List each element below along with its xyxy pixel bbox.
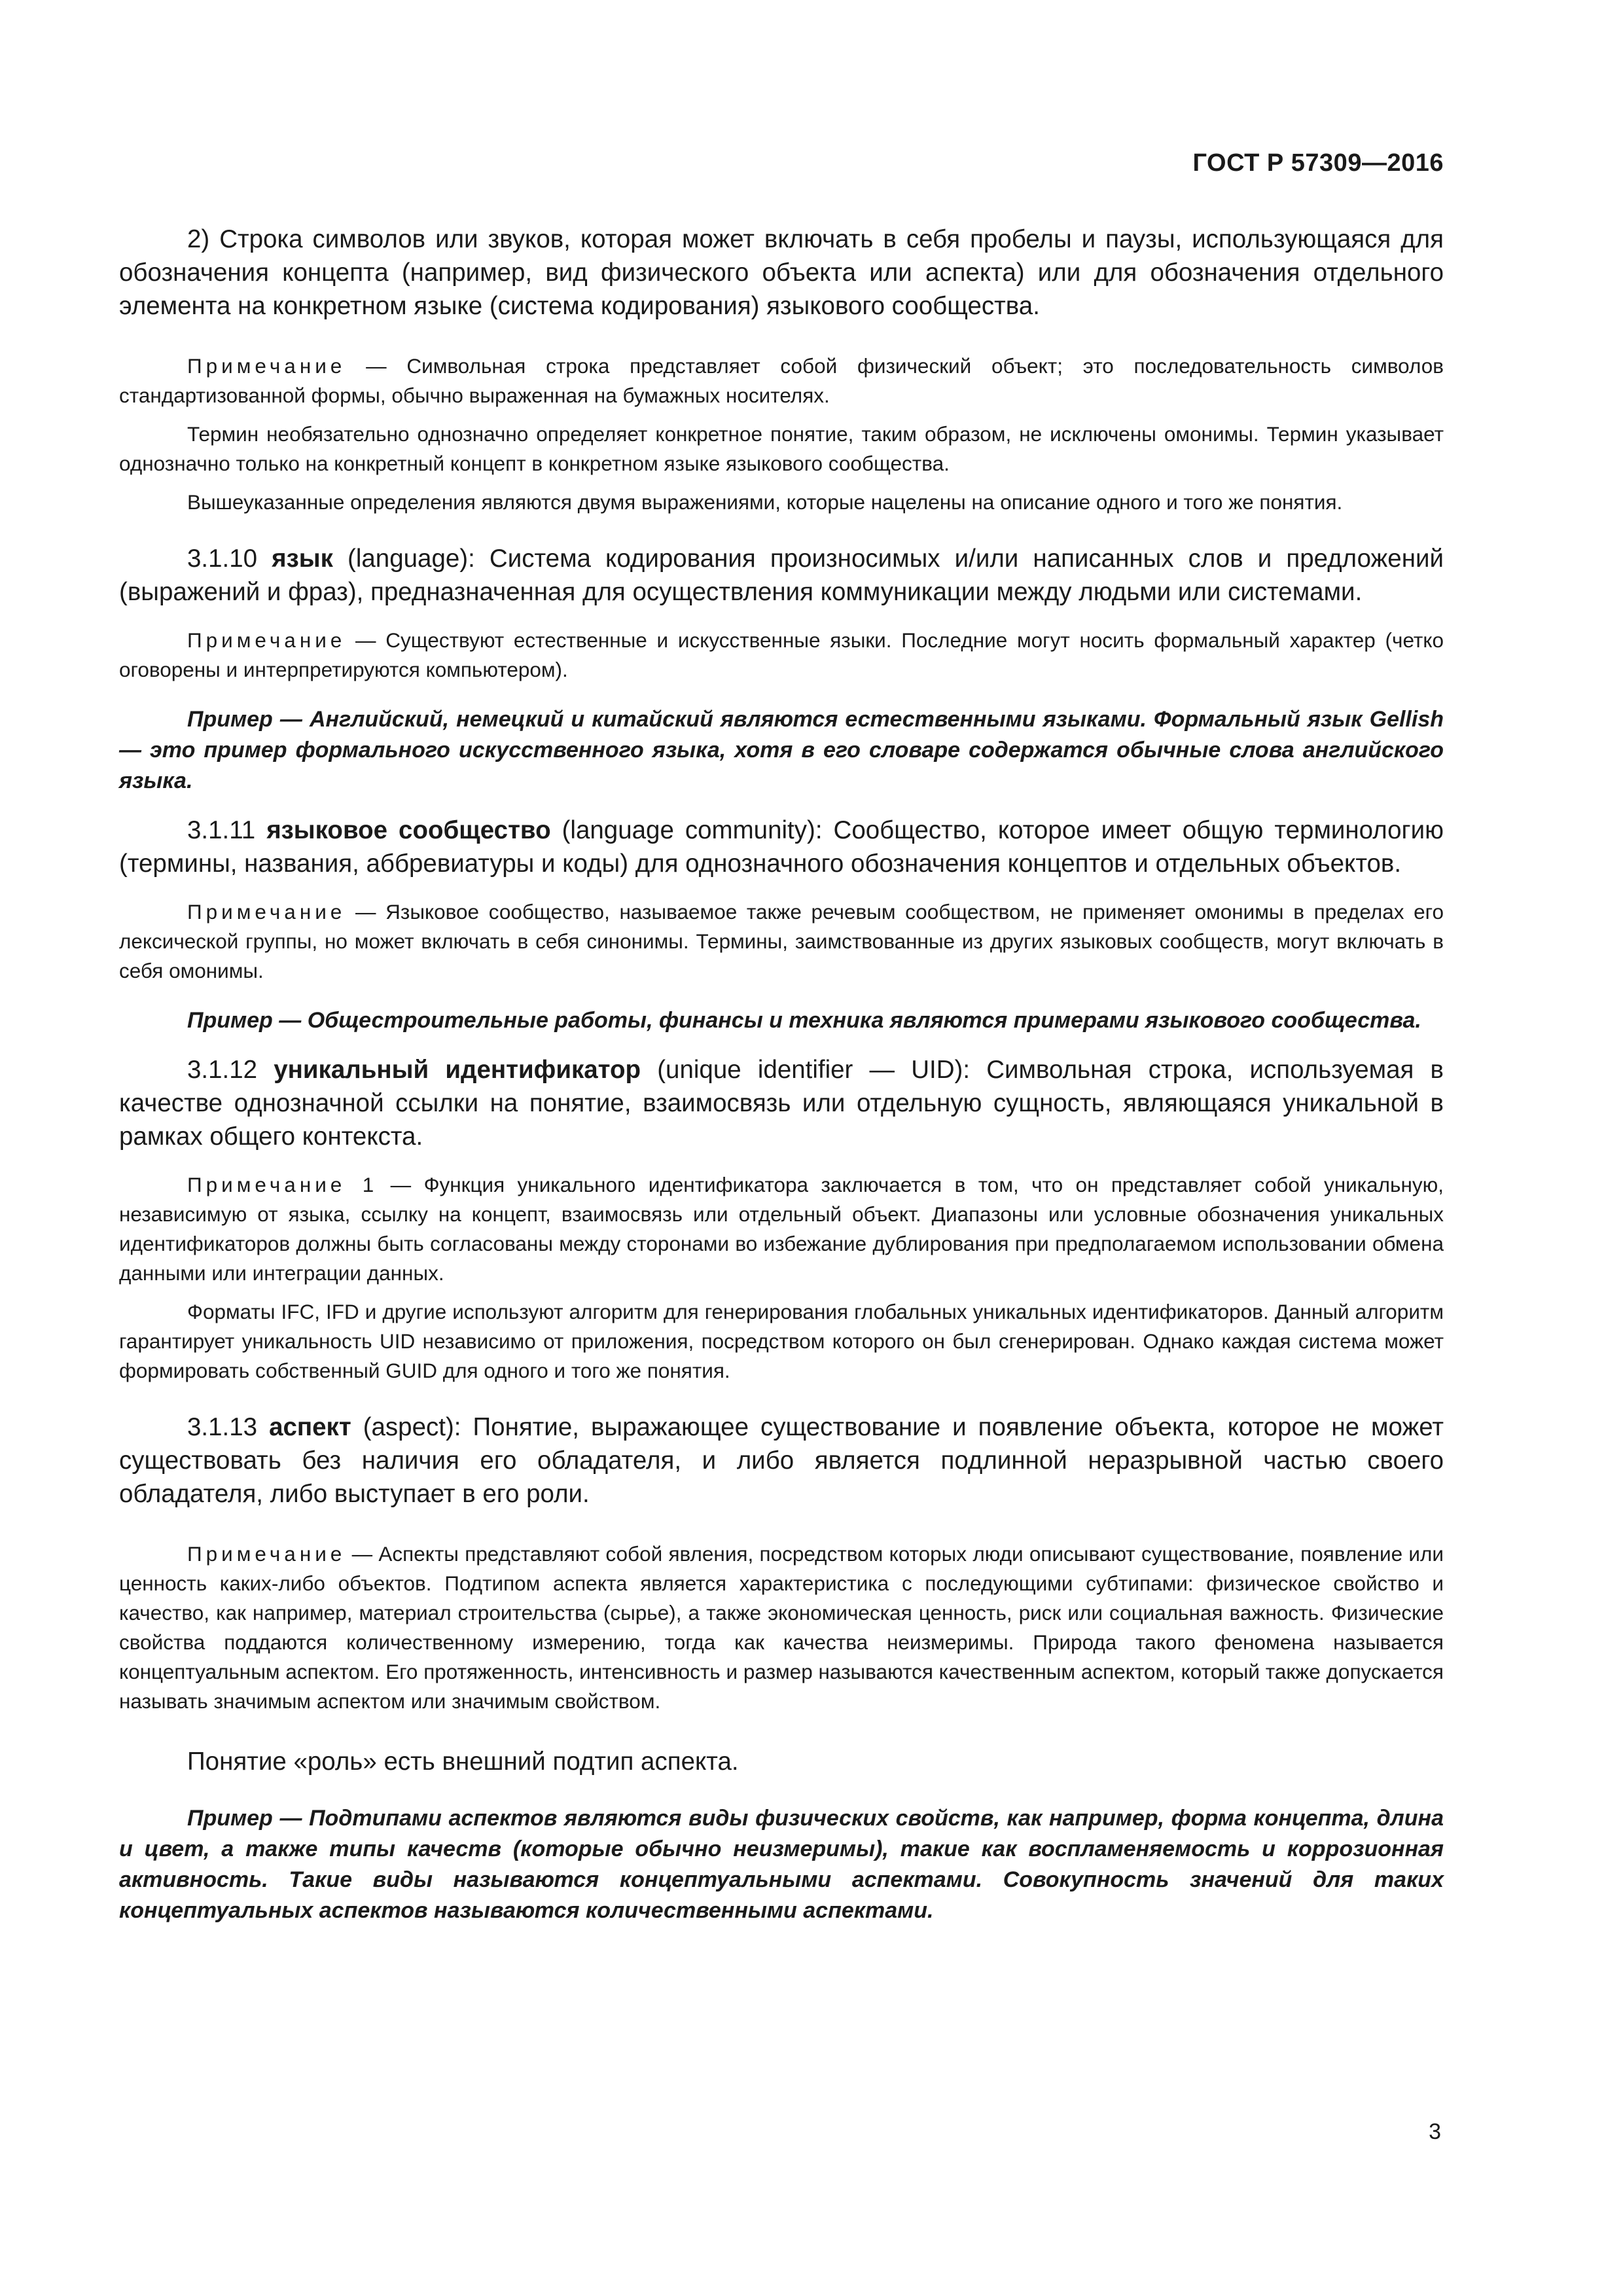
note-text: — Символьная строка представляет собой физический объект; это последовательность символов стандартизованной формы, обычно выраженная на бумажных носителях.	[119, 354, 1444, 407]
note-label: Примечание	[187, 628, 346, 652]
note-aspects	[119, 1539, 1444, 1716]
example-language-community: Пример — Общестроительные работы, финансы и техника являются примерами языкового сообщества.	[187, 1008, 1421, 1033]
note-text: — Существуют естественные и искусственные языки. Последние могут носить формальный характер (четко оговорены и интерпретируются компьютером).	[119, 628, 1444, 681]
definition-2: 2) Строка символов или звуков, которая может включать в себя пробелы и паузы, использующаяся для обозначения концепта (например, вид физического объекта или аспекта) или для обозначения отдельного элемента на конкретном языке (система кодирования) языкового сообщества.	[119, 225, 1444, 320]
section-definition: (aspect): Понятие, выражающее существование и появление объекта, которое не может существовать без наличия его обладателя, и либо является подлинной неразрывной частью своего обладателя, либо выступает в его роли.	[119, 1413, 1444, 1508]
example-aspects: Пример — Подтипами аспектов являются виды физических свойств, как например, форма концепта, длина и цвет, а также типы качеств (которые обычно неизмеримы), такие как воспламеняемость и коррозионная активность. Такие виды называются концептуальными аспектами. Совокупность значений для таких концептуальных аспектов называются количественными аспектами.	[119, 1806, 1444, 1923]
term-language: язык	[272, 545, 333, 573]
note-text: — Языковое сообщество, называемое также речевым сообществом, не применяет омонимы в пределах его лексической группы, но может включать в себя синонимы. Термины, заимствованные из других языковых сообществ, могут включать в себя омонимы.	[119, 900, 1444, 982]
section-number: 3.1.12	[187, 1056, 274, 1084]
note-text: — Аспекты представляют собой явления, посредством которых люди описывают существование, появление или ценность каких-либо объектов. Подтипом аспекта является характеристика с последующими субтипами: физическое свойство и качество, как например, материал строительства (сырье), а также экономическая ценность, риск или социальная важность. Физические свойства поддаются количественному измерению, тогда как качества неизмеримы. Природа такого феномена называется концептуальным аспектом. Его протяженность, интенсивность и размер называются качественным аспектом, который также допускается называть значимым аспектом или значимым свойством.	[119, 1542, 1444, 1713]
term-unique-identifier: уникальный идентификатор	[274, 1056, 641, 1084]
role-paragraph: Понятие «роль» есть внешний подтип аспекта.	[187, 1748, 739, 1776]
note-unique-identifier	[119, 1170, 1444, 1288]
section-definition: (unique identifier — UID): Символьная строка, используемая в качестве однозначной ссылки на понятие, взаимосвязь или отдельную сущность, являющаяся уникальной в рамках общего контекста.	[119, 1056, 1444, 1151]
section-3-1-13	[119, 1410, 1444, 1511]
section-definition: (language): Система кодирования произносимых и/или написанных слов и предложений (выражений и фраз), предназначенная для осуществления коммуникации между людьми или системами.	[119, 545, 1444, 606]
term-aspect: аспект	[269, 1413, 351, 1441]
document-body	[119, 223, 1444, 1926]
term-language-community: языковое сообщество	[266, 816, 551, 844]
section-definition: (language community): Сообщество, которое имеет общую терминологию (термины, названия, аббревиатуры и коды) для однозначного обозначения концептов и отдельных объектов.	[119, 816, 1444, 878]
note-symbol-string	[119, 351, 1444, 410]
section-number: 3.1.10	[187, 545, 272, 573]
note-definitions-paragraph: Вышеуказанные определения являются двумя выражениями, которые нацелены на описание одного и того же понятия.	[187, 490, 1343, 514]
note-label: Примечание 1	[187, 1173, 378, 1196]
document-code-header: ГОСТ Р 57309—2016	[1192, 149, 1444, 177]
note-label: Примечание	[187, 900, 346, 924]
section-number: 3.1.11	[187, 816, 267, 844]
note-language-community	[119, 897, 1444, 986]
section-3-1-10	[119, 542, 1444, 609]
section-3-1-12	[119, 1053, 1444, 1153]
note-label: Примечание	[187, 1542, 346, 1566]
example-languages: Пример — Английский, немецкий и китайский являются естественными языками. Формальный язык Gellish — это пример формального искусственного языка, хотя в его словаре содержатся обычные слова английского языка.	[119, 707, 1444, 793]
document-page	[119, 0, 1444, 2296]
section-number: 3.1.13	[187, 1413, 270, 1441]
note-formats-paragraph: Форматы IFC, IFD и другие используют алгоритм для генерирования глобальных уникальных идентификаторов. Данный алгоритм гарантирует уникальность UID независимо от приложения, посредством которого он был сгенерирован. Однако каждая система может формировать собственный GUID для одного и того же понятия.	[119, 1300, 1444, 1382]
page-number: 3	[1429, 2119, 1441, 2144]
note-label: Примечание	[187, 354, 346, 378]
note-term-paragraph: Термин необязательно однозначно определяет конкретное понятие, таким образом, не исключены омонимы. Термин указывает однозначно только на конкретный концепт в конкретном языке языкового сообщества.	[119, 422, 1444, 475]
section-3-1-11	[119, 814, 1444, 880]
note-languages	[119, 626, 1444, 685]
note-text: — Функция уникального идентификатора заключается в том, что он представляет собой уникальную, независимую от языка, ссылку на концепт, взаимосвязь или отдельный объект. Диапазоны или условные обозначения уникальных идентификаторов должны быть согласованы между сторонами во избежание дублирования при предполагаемом использовании обмена данными или интеграции данных.	[119, 1173, 1444, 1285]
